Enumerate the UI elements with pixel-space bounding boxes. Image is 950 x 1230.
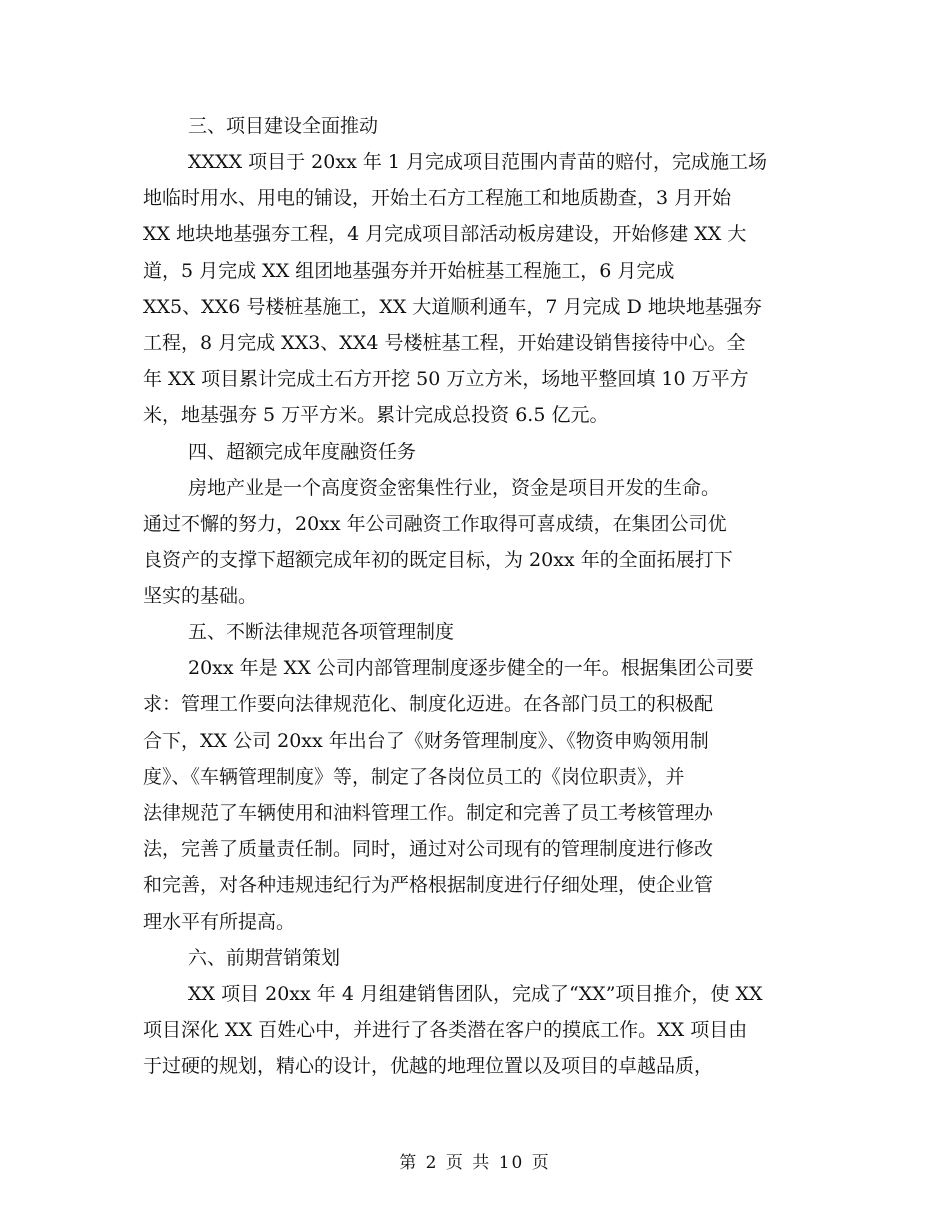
text-line: 房地产业是一个高度资金密集性行业，资金是项目开发的生命。 [188,476,721,499]
text-line: 地临时用水、用电的铺设，开始土石方工程施工和地质勘查，3 月开始 [143,187,732,210]
section-heading: 四、超额完成年度融资任务 [188,440,417,463]
text-line: 20xx 年是 XX 公司内部管理制度逐步健全的一年。根据集团公司要 [188,657,754,680]
paragraph [143,144,813,434]
text-line: 度》、《车辆管理制度》等，制定了各岗位员工的《岗位职责》，并 [143,765,685,788]
text-line: XX5、XX6 号楼桩基施工，XX 大道顺利通车，7 月完成 D 地块地基强夯 [143,295,762,318]
text-line: 法律规范了车辆使用和油料管理工作。制定和完善了员工考核管理办 [143,802,714,824]
text-line: 道，5 月完成 XX 组团地基强夯并开始桩基工程施工，6 月完成 [143,259,675,282]
section-heading: 五、不断法律规范各项管理制度 [188,621,455,644]
text-line: 于过硬的规划，精心的设计，优越的地理位置以及项目的卓越品质， [143,1055,714,1078]
text-line: 坚实的基础。 [143,585,258,608]
text-line: 通过不懈的努力，20xx 年公司融资工作取得可喜成绩，在集团公司优 [143,512,727,535]
text-line: 法，完善了质量责任制。同时，通过对公司现有的管理制度进行修改 [143,838,714,861]
paragraph [143,470,813,615]
text-line: XX 项目 20xx 年 4 月组建销售团队，完成了“XX”项目推介，使 XX [188,982,763,1005]
text-line: XX 地块地基强夯工程，4 月完成项目部活动板房建设，开始修建 XX 大 [143,223,747,246]
section-heading: 三、项目建设全面推动 [188,115,379,137]
text-line: 和完善，对各种违规违纪行为严格根据制度进行仔细处理，使企业管 [143,874,714,897]
text-line: 求：管理工作要向法律规范化、制度化迈进。在各部门员工的积极配 [143,693,714,716]
document-body [143,108,813,1084]
text-line: 良资产的支撑下超额完成年初的既定目标，为 20xx 年的全面拓展打下 [143,548,733,571]
page-number-footer: 第 2 页 共 10 页 [399,1153,551,1173]
text-line: XXXX 项目于 20xx 年 1 月完成项目范围内青苗的赔付，完成施工场 [188,151,768,173]
section-heading: 六、前期营销策划 [188,946,341,969]
text-line: 年 XX 项目累计完成土石方开挖 50 万立方米，场地平整回填 10 万平方 [143,368,749,391]
text-line: 理水平有所提高。 [143,910,296,933]
text-line: 项目深化 XX 百姓心中，并进行了各类潜在客户的摸底工作。XX 项目由 [143,1018,748,1041]
text-line: 工程，8 月完成 XX3、XX4 号楼桩基工程，开始建设销售接待中心。全 [143,331,746,354]
text-line: 米，地基强夯 5 万平方米。累计完成总投资 6.5 亿元。 [143,404,609,427]
paragraph [143,976,813,1085]
paragraph [143,650,813,940]
text-line: 合下，XX 公司 20xx 年出台了《财务管理制度》、《物资申购领用制 [143,729,709,752]
